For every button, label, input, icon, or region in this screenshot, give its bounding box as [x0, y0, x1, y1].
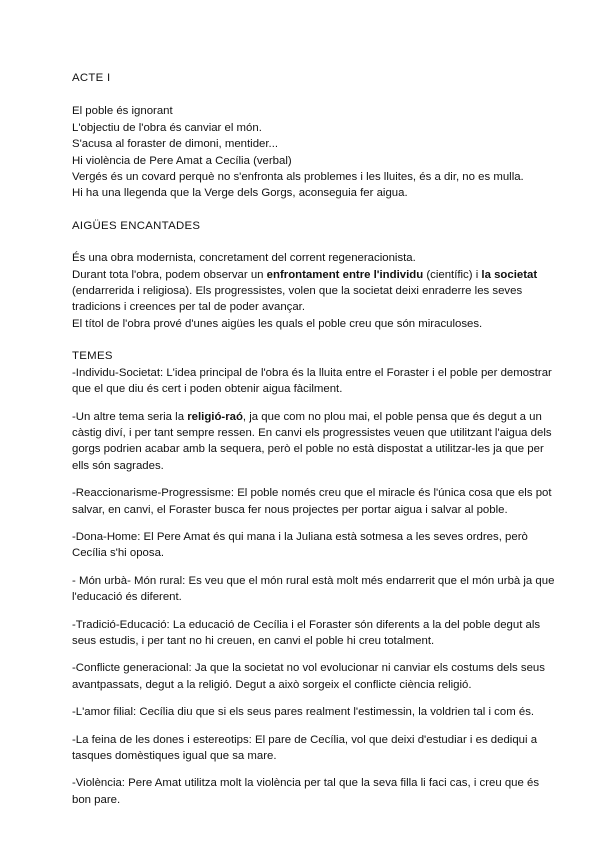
act-note: El poble és ignorant: [72, 105, 173, 118]
act-note: S'acusa al foraster de dimoni, mentider...: [72, 138, 279, 151]
theme-paragraph: -Conflicte generacional: Ja que la societat no vol evolucionar ni canviar els costums dels seus avantpassats, degut a la religió. Degut a això sorgeix el conflicte ciència religió.: [72, 662, 545, 691]
theme-paragraph: -Reaccionarisme-Progressisme: El poble només creu que el miracle és l'única cosa que els pot salvar, en canvi, el Foraster busca fer nous projectes per portar aigua i salvar al poble.: [72, 487, 552, 516]
theme-paragraph: -La feina de les dones i estereotips: El pare de Cecília, vol que deixi d'estudiar i es dediqui a tasques domèstiques igual que sa mare.: [72, 733, 538, 762]
theme-paragraph: -Tradició-Educació: La educació de Cecília i el Foraster són diferents a la del poble degut als seus estudis, i per tant no hi creuen, en canvi el poble hi creu totalment.: [72, 618, 541, 647]
act-notes: [72, 103, 560, 201]
work-intro: [72, 250, 560, 332]
intro-text: (endarrerida i religiosa). Els progressistes, volen que la societat deixi enraderre les seves tradicions i creences per tal de poder avançar.: [72, 285, 523, 314]
act-note: L'objectiu de l'obra és canviar el món.: [72, 121, 262, 134]
intro-bold-text: la societat: [481, 268, 538, 281]
work-title: AIGÜES ENCANTADES: [72, 219, 201, 232]
intro-paragraph: [72, 267, 560, 316]
intro-bold-text: enfrontament entre l'individu: [266, 268, 424, 281]
intro-text: Durant tota l'obra, podem observar un: [72, 268, 267, 281]
theme-paragraph: [72, 409, 560, 475]
theme-bold-text: religió-raó: [187, 410, 243, 423]
theme-text: -Un altre tema seria la: [72, 410, 188, 423]
act-note: Hi violència de Pere Amat a Cecília (verbal): [72, 154, 292, 167]
theme-text: , ja que com no plou mai, el poble pensa que és degut a un càstig diví, i per tant sempre ressen. En canvi els progressistes veuen que utilitzant l'aigua dels gorgs podrien acabar amb la sequera, però el poble no està dispostat a utilitzar-les ja que per ells són sagrades.: [72, 410, 552, 472]
intro-paragraph: El títol de l'obra prové d'unes aigües les quals el poble creu que són miraculoses.: [72, 317, 483, 330]
theme-paragraph: -L'amor filial: Cecília diu que si els seus pares realment l'estimessin, la voldrien tal i com és.: [72, 706, 535, 719]
theme-paragraph: -Dona-Home: El Pere Amat és qui mana i la Juliana està sotmesa a les seves ordres, però Cecília s'hi oposa.: [72, 530, 528, 560]
themes-title: TEMES: [72, 350, 113, 363]
theme-paragraph: -Violència: Pere Amat utilitza molt la violència per tal que la seva filla li faci cas, i creu que és bon pare.: [72, 777, 540, 806]
act-note: Vergés és un covard perquè no s'enfronta als problemes i les lluites, és a dir, no es mulla.: [72, 171, 524, 184]
act-note: Hi ha una llegenda que la Verge dels Gorgs, aconseguia fer aigua.: [72, 187, 408, 200]
intro-paragraph: És una obra modernista, concretament del corrent regeneracionista.: [72, 252, 416, 265]
intro-text: (científic) i: [423, 268, 482, 281]
act-title: ACTE I: [72, 72, 111, 84]
theme-paragraph: -Individu-Societat: L'idea principal de l'obra és la lluita entre el Foraster i el poble per demostrar que el que diu és cert i poden obtenir aigua fàcilment.: [72, 366, 552, 396]
theme-paragraph: - Món urbà- Món rural: Es veu que el món rural està molt més endarrerit que el món urbà ja que l'educació és diferent.: [72, 574, 555, 604]
